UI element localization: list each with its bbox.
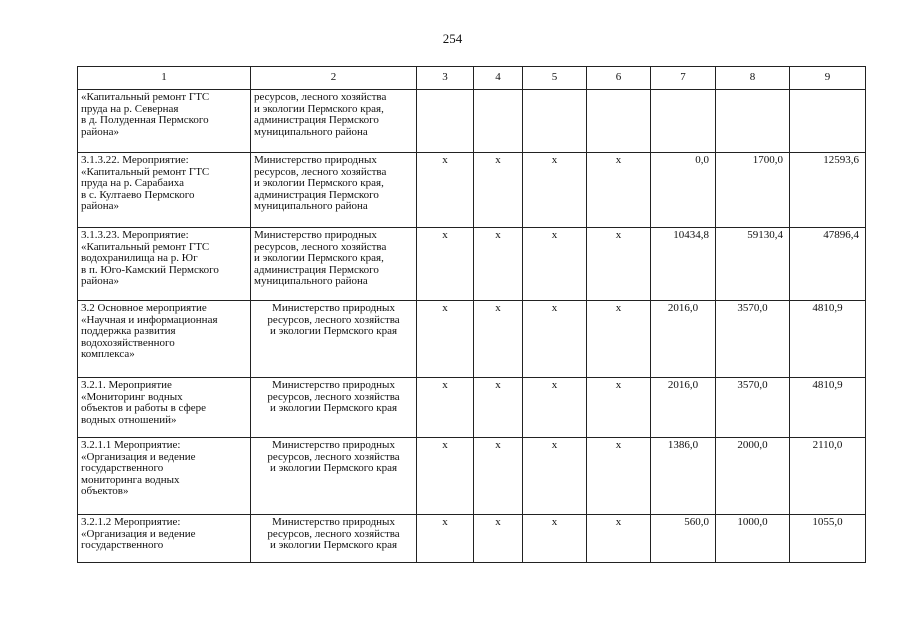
col4-cell: х [474, 515, 523, 563]
budget-table [77, 66, 866, 563]
col9-cell: 2110,0 [790, 438, 866, 515]
col5-cell: х [523, 153, 587, 228]
col7-cell: 2016,0 [651, 378, 716, 438]
col6-cell: х [587, 301, 651, 378]
table-body [78, 90, 866, 563]
col6-cell [587, 90, 651, 153]
table-row [78, 378, 866, 438]
header-col-5: 5 [523, 67, 587, 90]
col3-cell: х [417, 438, 474, 515]
col4-cell [474, 90, 523, 153]
activity-cell: «Капитальный ремонт ГТС пруда на р. Северная в д. Полуденная Пермского района» [78, 90, 251, 153]
header-col-1: 1 [78, 67, 251, 90]
table-row [78, 301, 866, 378]
col4-cell: х [474, 301, 523, 378]
col3-cell: х [417, 153, 474, 228]
col7-cell: 0,0 [651, 153, 716, 228]
header-col-8: 8 [716, 67, 790, 90]
col4-cell: х [474, 228, 523, 301]
activity-cell: 3.1.3.23. Мероприятие: «Капитальный ремонт ГТС водохранилища на р. Юг в п. Юго-Камский Пермского района» [78, 228, 251, 301]
col5-cell: х [523, 515, 587, 563]
col7-cell: 10434,8 [651, 228, 716, 301]
executor-cell: Министерство природных ресурсов, лесного хозяйства и экологии Пермского края [251, 378, 417, 438]
header-col-6: 6 [587, 67, 651, 90]
executor-cell: Министерство природных ресурсов, лесного хозяйства и экологии Пермского края [251, 438, 417, 515]
col9-cell: 4810,9 [790, 378, 866, 438]
col6-cell: х [587, 228, 651, 301]
col6-cell: х [587, 378, 651, 438]
col3-cell: х [417, 301, 474, 378]
col7-cell: 560,0 [651, 515, 716, 563]
activity-cell: 3.2.1. Мероприятие «Мониторинг водных объектов и работы в сфере водных отношений» [78, 378, 251, 438]
table-header [78, 67, 866, 90]
col8-cell: 2000,0 [716, 438, 790, 515]
col9-cell: 47896,4 [790, 228, 866, 301]
col8-cell: 1000,0 [716, 515, 790, 563]
col7-cell: 1386,0 [651, 438, 716, 515]
col3-cell [417, 90, 474, 153]
activity-cell: 3.1.3.22. Мероприятие: «Капитальный ремонт ГТС пруда на р. Сарабаиха в с. Култаево Пермского района» [78, 153, 251, 228]
header-col-3: 3 [417, 67, 474, 90]
table-row [78, 90, 866, 153]
col6-cell: х [587, 153, 651, 228]
col9-cell: 1055,0 [790, 515, 866, 563]
col8-cell: 1700,0 [716, 153, 790, 228]
executor-cell: Министерство природных ресурсов, лесного хозяйства и экологии Пермского края [251, 301, 417, 378]
col8-cell [716, 90, 790, 153]
header-col-7: 7 [651, 67, 716, 90]
activity-cell: 3.2.1.2 Мероприятие: «Организация и ведение государственного [78, 515, 251, 563]
col6-cell: х [587, 438, 651, 515]
col9-cell: 4810,9 [790, 301, 866, 378]
table-row [78, 515, 866, 563]
col4-cell: х [474, 438, 523, 515]
executor-cell: ресурсов, лесного хозяйства и экологии Пермского края, администрация Пермского муниципального района [251, 90, 417, 153]
col7-cell: 2016,0 [651, 301, 716, 378]
col8-cell: 59130,4 [716, 228, 790, 301]
header-col-4: 4 [474, 67, 523, 90]
col9-cell [790, 90, 866, 153]
col5-cell: х [523, 228, 587, 301]
col9-cell: 12593,6 [790, 153, 866, 228]
col5-cell: х [523, 378, 587, 438]
header-col-2: 2 [251, 67, 417, 90]
col6-cell: х [587, 515, 651, 563]
page-number: 254 [442, 31, 463, 46]
activity-cell: 3.2 Основное мероприятие «Научная и информационная поддержка развития водохозяйственного комплекса» [78, 301, 251, 378]
executor-cell: Министерство природных ресурсов, лесного хозяйства и экологии Пермского края [251, 515, 417, 563]
table-row [78, 228, 866, 301]
executor-cell: Министерство природных ресурсов, лесного хозяйства и экологии Пермского края, администрация Пермского муниципального района [251, 153, 417, 228]
col8-cell: 3570,0 [716, 301, 790, 378]
col3-cell: х [417, 378, 474, 438]
table-row [78, 153, 866, 228]
col7-cell [651, 90, 716, 153]
col3-cell: х [417, 228, 474, 301]
col5-cell: х [523, 301, 587, 378]
col4-cell: х [474, 153, 523, 228]
col4-cell: х [474, 378, 523, 438]
col3-cell: х [417, 515, 474, 563]
col5-cell [523, 90, 587, 153]
table-row [78, 438, 866, 515]
header-row [78, 67, 866, 90]
col8-cell: 3570,0 [716, 378, 790, 438]
header-col-9: 9 [790, 67, 866, 90]
executor-cell: Министерство природных ресурсов, лесного хозяйства и экологии Пермского края, администрация Пермского муниципального района [251, 228, 417, 301]
activity-cell: 3.2.1.1 Мероприятие: «Организация и ведение государственного мониторинга водных объектов» [78, 438, 251, 515]
col5-cell: х [523, 438, 587, 515]
